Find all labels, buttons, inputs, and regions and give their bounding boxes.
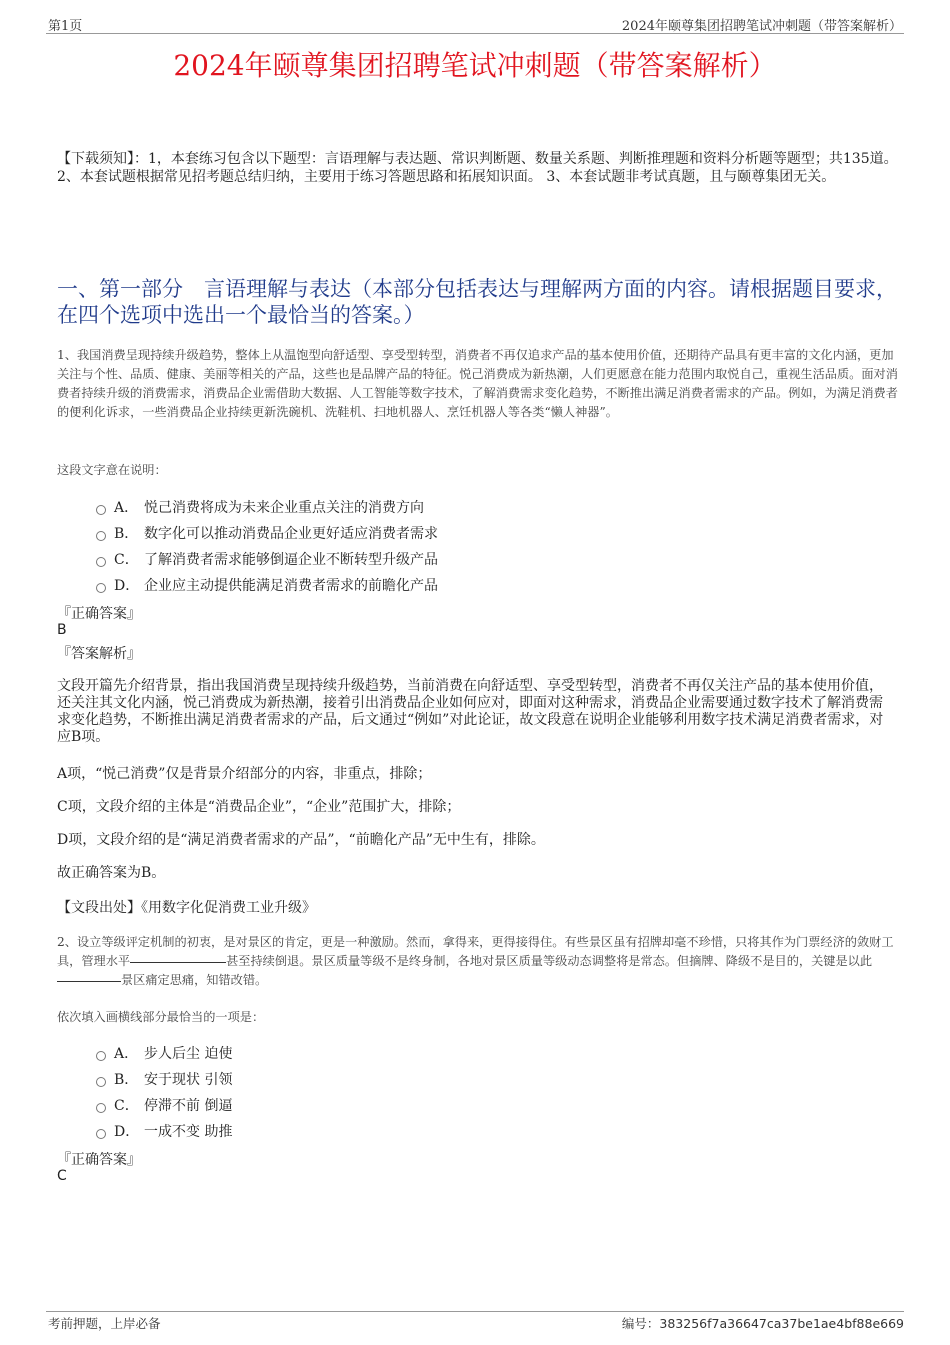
analysis-conclusion: 故正确答案为B。 [57, 865, 166, 881]
analysis-note-a: A项，“悦己消费”仅是背景介绍部分的内容，非重点，排除； [57, 766, 432, 782]
radio-icon[interactable] [96, 1077, 106, 1087]
option-text: 一成不变 助推 [144, 1124, 233, 1140]
option-letter: C． [114, 552, 139, 568]
option-text: 停滞不前 倒逼 [144, 1098, 233, 1114]
question-2-text-part2: 甚至持续倒退。景区质量等级不是终身制，各地对景区质量等级动态调整将是常态。但摘牌、降级不是目的，关键是以此 [226, 954, 873, 968]
question-2-option-b[interactable] [96, 1069, 232, 1087]
question-1-prompt: 这段文字意在说明： [57, 463, 167, 477]
footer-code-label: 编号： [621, 1316, 660, 1331]
option-text: 安于现状 引领 [144, 1072, 233, 1088]
option-letter: C． [114, 1098, 139, 1114]
option-letter: B． [114, 526, 139, 542]
radio-icon[interactable] [96, 557, 106, 567]
option-letter: D． [114, 578, 140, 594]
radio-icon[interactable] [96, 1051, 106, 1061]
analysis-note-c: C项，文段介绍的主体是“消费品企业”，“企业”范围扩大，排除； [57, 799, 461, 815]
question-1-source: 【文段出处】《用数字化促消费工业升级》 [57, 900, 316, 916]
question-1-answer: B [57, 622, 67, 638]
header-divider [46, 33, 904, 34]
question-1-option-c[interactable] [96, 549, 438, 567]
option-letter: D． [114, 1124, 140, 1140]
option-letter: A． [114, 1046, 139, 1062]
radio-icon[interactable] [96, 1129, 106, 1139]
option-text: 悦己消费将成为未来企业重点关注的消费方向 [144, 500, 424, 516]
question-1-option-b[interactable] [96, 523, 438, 541]
download-notice: 【下载须知】：1，本套练习包含以下题型：言语理解与表达题、常识判断题、数量关系题、判断推理题和资料分析题等题型；共135道。 2、本套试题根据常见招考题总结归纳，主要用于练习答题思路和拓展知识面。 3、本套试题非考试真题，且与颐尊集团无关。 [57, 151, 898, 185]
question-1-option-a[interactable] [96, 497, 424, 515]
footer-code-value: 383256f7a36647ca37be1ae4bf88e669 [659, 1316, 904, 1331]
question-2-option-c[interactable] [96, 1095, 232, 1113]
radio-icon[interactable] [96, 583, 106, 593]
option-letter: A． [114, 500, 139, 516]
header-doc-title: 2024年颐尊集团招聘笔试冲刺题（带答案解析） [621, 19, 902, 34]
fill-blank-2[interactable] [57, 981, 121, 982]
radio-icon[interactable] [96, 505, 106, 515]
question-2-option-d[interactable] [96, 1121, 232, 1139]
question-1-analysis: 文段开篇先介绍背景，指出我国消费呈现持续升级趋势，当前消费在向舒适型、享受型转型，消费者不再仅关注产品的基本使用价值，还关注其文化内涵，悦己消费成为新热潮，接着引出消费品企业如何应对，即面对这种需求，消费品企业需要通过数字技术了解消费需求变化趋势，不断推出满足消费者需求的产品，后文通过“例如”对此论证，故文段意在说明企业能够利用数字技术满足消费者需求，对应B项。 [57, 678, 884, 745]
fill-blank-1[interactable] [130, 962, 226, 963]
option-text: 企业应主动提供能满足消费者需求的前瞻化产品 [144, 578, 438, 594]
question-1-option-d[interactable] [96, 575, 438, 593]
footer-code [622, 1314, 904, 1332]
question-2-text-part3: 景区痛定思痛，知错改错。 [121, 973, 268, 987]
page-title: 2024年颐尊集团招聘笔试冲刺题（带答案解析） [173, 49, 777, 82]
question-2-text-part1: 2、设立等级评定机制的初衷，是对景区的肯定，更是一种激励。然而，拿得来，更得接得住。有些景区虽有招牌却毫不珍惜，只将其作为门票经济的敛财工具，管理水平 [57, 935, 894, 968]
radio-icon[interactable] [96, 531, 106, 541]
question-2-option-a[interactable] [96, 1043, 232, 1061]
page-number: 第1页 [48, 19, 83, 34]
question-1-analysis-label: 『答案解析』 [57, 646, 141, 662]
footer-slogan: 考前押题，上岸必备 [48, 1316, 161, 1331]
question-2-answer: C [57, 1168, 67, 1184]
option-text: 数字化可以推动消费品企业更好适应消费者需求 [144, 526, 438, 542]
radio-icon[interactable] [96, 1103, 106, 1113]
footer-divider [46, 1311, 904, 1312]
question-1-text: 1、我国消费呈现持续升级趋势，整体上从温饱型向舒适型、享受型转型，消费者不再仅追求产品的基本使用价值，还期待产品具有更丰富的文化内涵，更加关注与个性、品质、健康、美丽等相关的产品，这些也是品牌产品的特征。悦己消费成为新热潮，人们更愿意在能力范围内取悦自己，重视生活品质。面对消费者持续升级的消费需求，消费品企业需借助大数据、人工智能等数字技术，了解消费需求变化趋势，不断推出满足消费者需求的产品。例如，为满足消费者的便利化诉求，一些消费品企业持续更新洗碗机、洗鞋机、扫地机器人、烹饪机器人等各类“懒人神器”。 [57, 348, 898, 419]
question-1-answer-label: 『正确答案』 [57, 606, 141, 622]
analysis-note-d: D项，文段介绍的是“满足消费者需求的产品”，“前瞻化产品”无中生有，排除。 [57, 832, 545, 848]
option-text: 步人后尘 迫使 [144, 1046, 233, 1062]
question-2-prompt: 依次填入画横线部分最恰当的一项是： [57, 1010, 265, 1024]
option-letter: B． [114, 1072, 139, 1088]
question-2-answer-label: 『正确答案』 [57, 1152, 141, 1168]
question-2-text [57, 933, 899, 990]
section-title: 一、第一部分 言语理解与表达（本部分包括表达与理解两方面的内容。请根据题目要求，在四个选项中选出一个最恰当的答案。） [57, 277, 897, 327]
option-text: 了解消费者需求能够倒逼企业不断转型升级产品 [144, 552, 438, 568]
